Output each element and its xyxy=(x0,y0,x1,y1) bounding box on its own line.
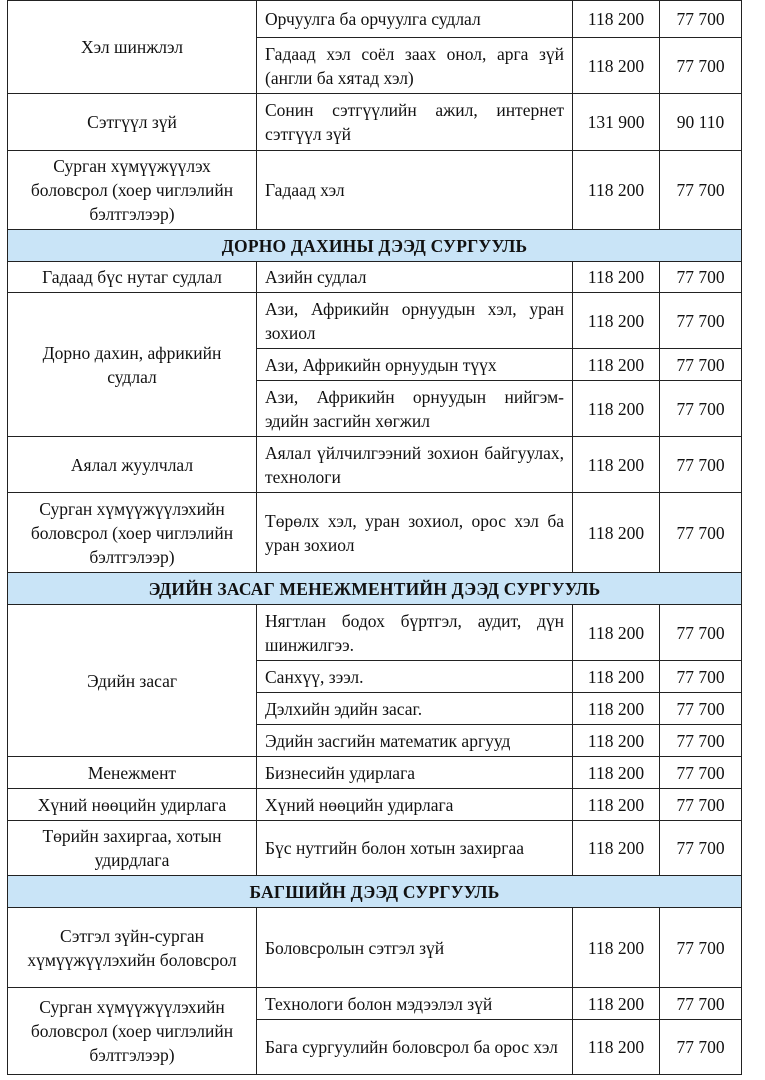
fee-cell: 118 200 xyxy=(573,661,660,693)
specialty-cell: Бага сургуулийн боловсрол ба орос хэл xyxy=(257,1020,573,1075)
specialty-cell: Дэлхийн эдийн засаг. xyxy=(257,693,573,725)
program-cell: Сурган хүмүүжүүлэхийн боловсрол (хоер чиглэлийн бэлтгэлээр) xyxy=(8,493,257,573)
fee-cell: 77 700 xyxy=(660,757,742,789)
fee-cell: 118 200 xyxy=(573,725,660,757)
fee-cell: 77 700 xyxy=(660,821,742,876)
table-row xyxy=(8,1,742,38)
specialty-cell: Боловсролын сэтгэл зүй xyxy=(257,908,573,988)
fee-cell: 118 200 xyxy=(573,381,660,437)
table-row xyxy=(8,262,742,293)
table-row xyxy=(8,437,742,493)
program-cell: Сэтгүүл зүй xyxy=(8,94,257,151)
section-title: ЭДИЙН ЗАСАГ МЕНЕЖМЕНТИЙН ДЭЭД СУРГУУЛЬ xyxy=(8,573,742,605)
specialty-cell: Нягтлан бодох бүртгэл, аудит, дүн шинжилгээ. xyxy=(257,605,573,661)
specialty-cell: Бизнесийн удирлага xyxy=(257,757,573,789)
fee-cell: 77 700 xyxy=(660,725,742,757)
fee-cell: 77 700 xyxy=(660,349,742,381)
fee-cell: 77 700 xyxy=(660,908,742,988)
fee-cell: 118 200 xyxy=(573,693,660,725)
specialty-cell: Бүс нутгийн болон хотын захиргаа xyxy=(257,821,573,876)
fee-cell: 77 700 xyxy=(660,661,742,693)
table-row xyxy=(8,605,742,661)
fee-cell: 77 700 xyxy=(660,493,742,573)
specialty-cell: Азийн судлал xyxy=(257,262,573,293)
fee-cell: 118 200 xyxy=(573,493,660,573)
fee-cell: 118 200 xyxy=(573,262,660,293)
fee-cell: 118 200 xyxy=(573,789,660,821)
section-title: ДОРНО ДАХИНЫ ДЭЭД СУРГУУЛЬ xyxy=(8,230,742,262)
fee-cell: 77 700 xyxy=(660,789,742,821)
fee-cell: 77 700 xyxy=(660,988,742,1020)
program-cell: Сурган хүмүүжүүлэх боловсрол (хоер чиглэлийн бэлтгэлээр) xyxy=(8,151,257,230)
fee-cell: 77 700 xyxy=(660,262,742,293)
tuition-table xyxy=(7,0,742,1075)
specialty-cell: Аялал үйлчилгээний зохион байгуулах, технологи xyxy=(257,437,573,493)
program-cell: Дорно дахин, африкийн судлал xyxy=(8,293,257,437)
fee-cell: 77 700 xyxy=(660,693,742,725)
table-row xyxy=(8,908,742,988)
specialty-cell: Эдийн засгийн математик аргууд xyxy=(257,725,573,757)
fee-cell: 118 200 xyxy=(573,605,660,661)
program-cell: Сэтгэл зүйн-сурган хүмүүжүүлэхийн боловсрол xyxy=(8,908,257,988)
specialty-cell: Орчуулга ба орчуулга судлал xyxy=(257,1,573,38)
fee-cell: 118 200 xyxy=(573,151,660,230)
fee-cell: 77 700 xyxy=(660,38,742,94)
section-header-row xyxy=(8,876,742,908)
program-cell: Хүний нөөцийн удирлага xyxy=(8,789,257,821)
table-row xyxy=(8,94,742,151)
program-cell: Сурган хүмүүжүүлэхийн боловсрол (хоер чиглэлийн бэлтгэлээр) xyxy=(8,988,257,1075)
fee-cell: 118 200 xyxy=(573,757,660,789)
fee-cell: 77 700 xyxy=(660,381,742,437)
fee-cell: 90 110 xyxy=(660,94,742,151)
program-cell: Хэл шинжлэл xyxy=(8,1,257,94)
table-row xyxy=(8,988,742,1020)
fee-cell: 118 200 xyxy=(573,821,660,876)
specialty-cell: Технологи болон мэдээлэл зүй xyxy=(257,988,573,1020)
specialty-cell: Санхүү, зээл. xyxy=(257,661,573,693)
fee-cell: 118 200 xyxy=(573,349,660,381)
section-title: БАГШИЙН ДЭЭД СУРГУУЛЬ xyxy=(8,876,742,908)
fee-cell: 131 900 xyxy=(573,94,660,151)
fee-cell: 118 200 xyxy=(573,988,660,1020)
fee-cell: 77 700 xyxy=(660,437,742,493)
fee-cell: 77 700 xyxy=(660,605,742,661)
fee-cell: 118 200 xyxy=(573,1,660,38)
fee-cell: 77 700 xyxy=(660,1,742,38)
program-cell: Гадаад бүс нутаг судлал xyxy=(8,262,257,293)
table-row xyxy=(8,821,742,876)
specialty-cell: Ази, Африкийн орнуудын нийгэм-эдийн засгийн хөгжил xyxy=(257,381,573,437)
section-header-row xyxy=(8,230,742,262)
fee-cell: 118 200 xyxy=(573,908,660,988)
specialty-cell: Сонин сэтгүүлийн ажил, интернет сэтгүүл зүй xyxy=(257,94,573,151)
specialty-cell: Ази, Африкийн орнуудын хэл, уран зохиол xyxy=(257,293,573,349)
specialty-cell: Төрөлх хэл, уран зохиол, орос хэл ба уран зохиол xyxy=(257,493,573,573)
fee-cell: 118 200 xyxy=(573,38,660,94)
fee-cell: 77 700 xyxy=(660,151,742,230)
specialty-cell: Ази, Африкийн орнуудын түүх xyxy=(257,349,573,381)
specialty-cell: Хүний нөөцийн удирлага xyxy=(257,789,573,821)
table-row xyxy=(8,789,742,821)
program-cell: Эдийн засаг xyxy=(8,605,257,757)
fee-cell: 118 200 xyxy=(573,293,660,349)
table-row xyxy=(8,151,742,230)
table-row xyxy=(8,293,742,349)
fee-cell: 118 200 xyxy=(573,437,660,493)
program-cell: Аялал жуулчлал xyxy=(8,437,257,493)
table-row xyxy=(8,493,742,573)
fee-cell: 77 700 xyxy=(660,1020,742,1075)
specialty-cell: Гадаад хэл соёл заах онол, арга зүй (англи ба хятад хэл) xyxy=(257,38,573,94)
specialty-cell: Гадаад хэл xyxy=(257,151,573,230)
program-cell: Төрийн захиргаа, хотын удирдлага xyxy=(8,821,257,876)
section-header-row xyxy=(8,573,742,605)
fee-cell: 118 200 xyxy=(573,1020,660,1075)
program-cell: Менежмент xyxy=(8,757,257,789)
table-row xyxy=(8,757,742,789)
fee-cell: 77 700 xyxy=(660,293,742,349)
